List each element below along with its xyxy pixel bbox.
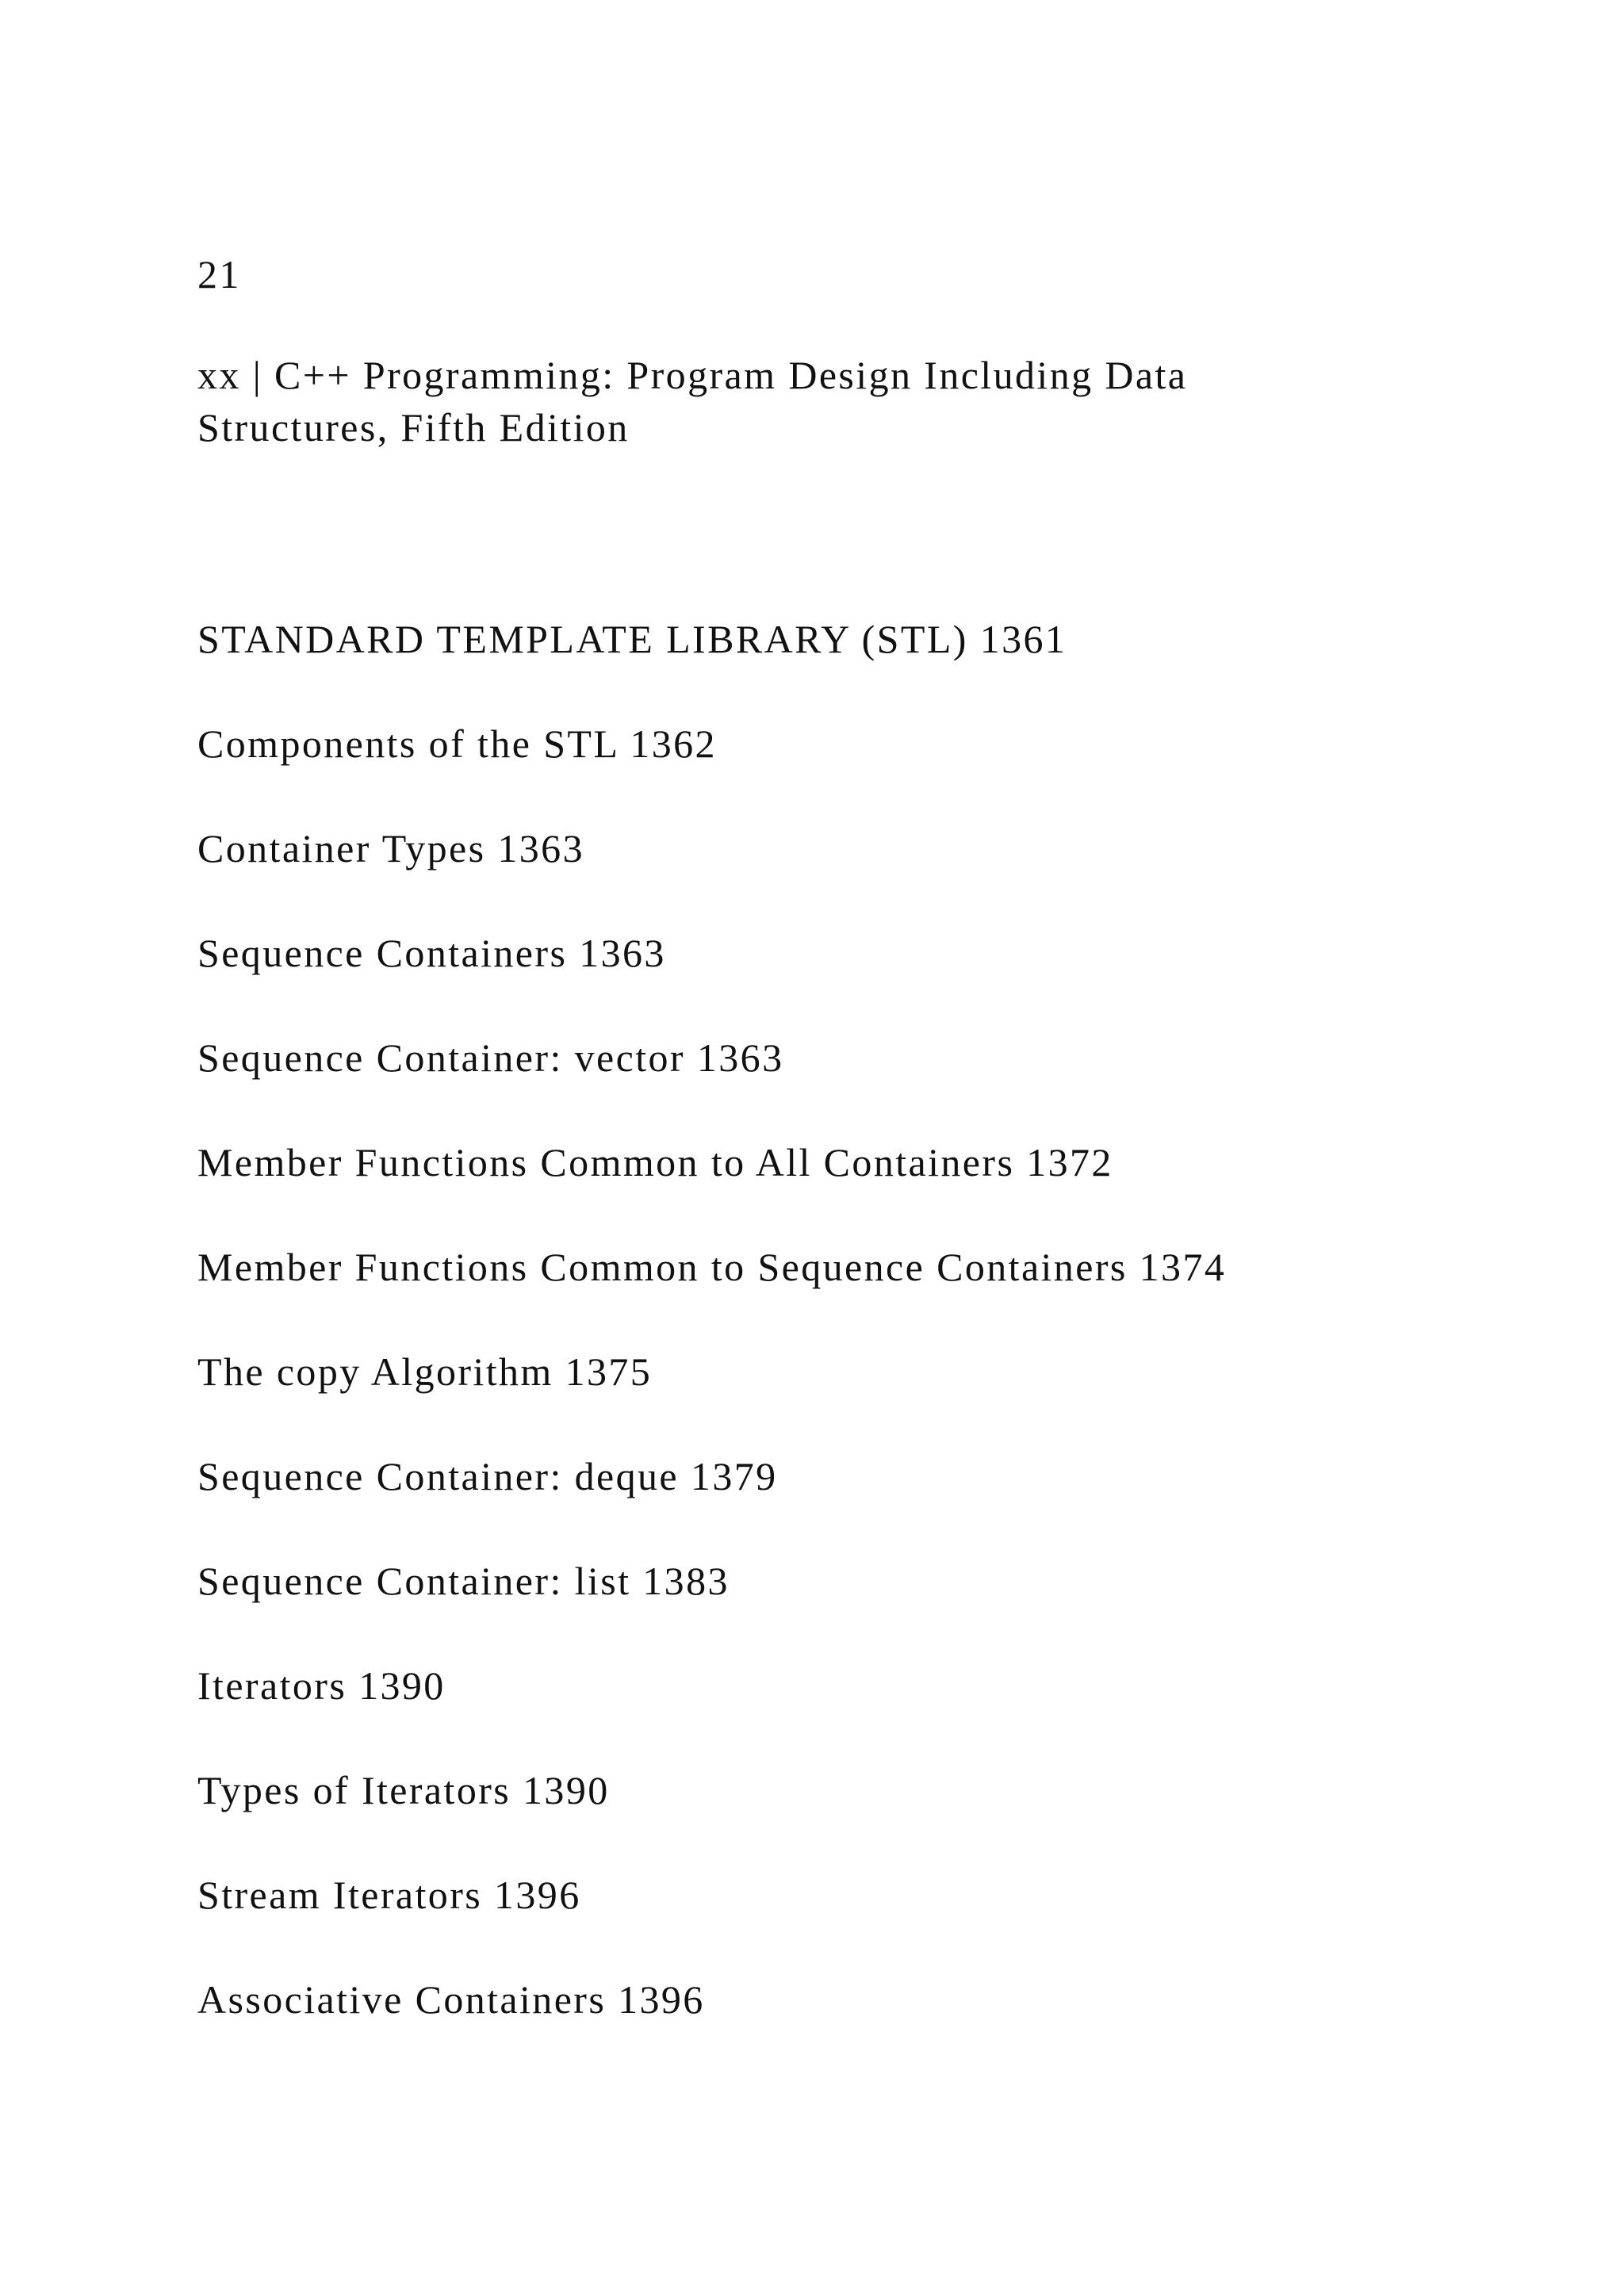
- toc-entry: Sequence Container: list 1383: [197, 1559, 730, 1603]
- running-header-line-1: xx | C++ Programming: Program Design Including Data: [197, 353, 1188, 397]
- toc-entry: Member Functions Common to Sequence Containers 1374: [197, 1245, 1227, 1289]
- toc-entry: Components of the STL 1362: [197, 721, 717, 766]
- toc-entry: Stream Iterators 1396: [197, 1873, 581, 1917]
- toc-entry: Sequence Container: vector 1363: [197, 1035, 784, 1080]
- toc-entry: Sequence Containers 1363: [197, 931, 666, 975]
- page-number: 21: [197, 252, 241, 297]
- toc-entry: Member Functions Common to All Containers 1372: [197, 1140, 1113, 1184]
- toc-entry: Sequence Container: deque 1379: [197, 1454, 778, 1498]
- toc-entry: Container Types 1363: [197, 826, 584, 871]
- toc-chapter-heading: STANDARD TEMPLATE LIBRARY (STL) 1361: [197, 617, 1067, 661]
- running-header-line-2: Structures, Fifth Edition: [197, 405, 630, 450]
- toc-entry: The copy Algorithm 1375: [197, 1349, 653, 1394]
- toc-entry: Iterators 1390: [197, 1663, 446, 1708]
- toc-entry: Types of Iterators 1390: [197, 1768, 610, 1812]
- running-header: [197, 349, 1466, 453]
- toc-entry: Associative Containers 1396: [197, 1977, 705, 2022]
